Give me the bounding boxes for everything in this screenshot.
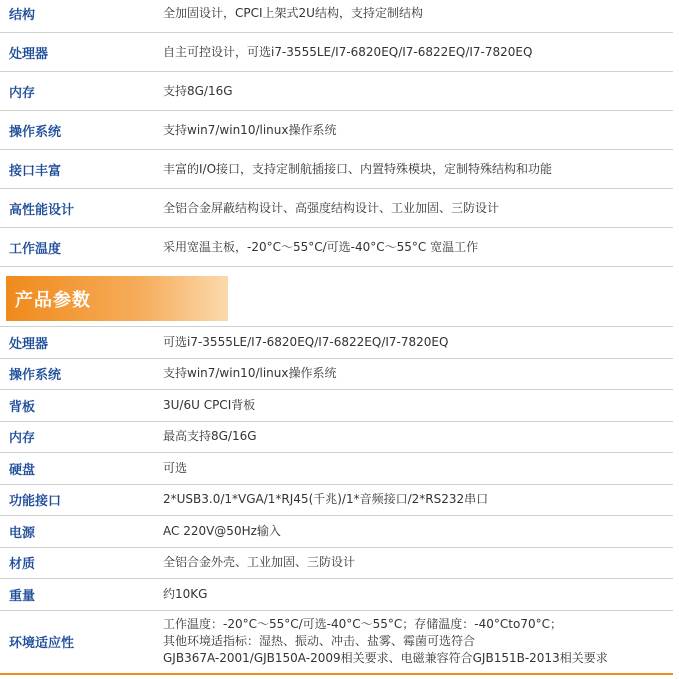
row-value: 采用宽温主板，-20°C～55°C/可选-40°C～55°C 宽温工作 bbox=[163, 239, 479, 254]
row-value: 支持8G/16G bbox=[163, 83, 233, 98]
row-label: 功能接口 bbox=[9, 494, 62, 510]
spec-row-material bbox=[0, 548, 673, 580]
row-label: 结构 bbox=[9, 7, 36, 23]
row-label: 处理器 bbox=[9, 336, 49, 352]
row-value: 丰富的I/O接口，支持定制航插接口、内置特殊模块，定制特殊结构和功能 bbox=[163, 161, 553, 176]
feature-table bbox=[0, 0, 673, 267]
env-line-1: 工作温度：-20°C～55°C/可选-40°C～55°C；存储温度：-40°Cto70°C； bbox=[163, 617, 562, 631]
row-label: 高性能设计 bbox=[9, 202, 75, 218]
row-label: 处理器 bbox=[9, 46, 49, 62]
spec-row-weight bbox=[0, 579, 673, 611]
row-value: 支持win7/win10/linux操作系统 bbox=[163, 366, 337, 381]
spec-row-memory bbox=[0, 422, 673, 454]
spec-row-power bbox=[0, 516, 673, 548]
feature-row-memory bbox=[0, 72, 673, 111]
row-value: 全铝合金外壳、工业加固、三防设计 bbox=[163, 555, 356, 570]
row-label: 重量 bbox=[9, 588, 36, 604]
section-header-product-params bbox=[6, 276, 228, 321]
spec-row-io bbox=[0, 485, 673, 517]
env-line-3: GJB367A-2001/GJB150A-2009相关要求、电磁兼容符合GJB151B-2013相关要求 bbox=[163, 651, 608, 665]
feature-row-processor bbox=[0, 33, 673, 72]
spec-row-backplane bbox=[0, 390, 673, 422]
env-line-2: 其他环境适指标：湿热、振动、冲击、盐雾、霉菌可选符合 bbox=[163, 634, 476, 648]
row-label: 操作系统 bbox=[9, 124, 62, 140]
feature-row-temperature bbox=[0, 228, 673, 267]
row-label: 材质 bbox=[9, 557, 36, 573]
feature-row-os bbox=[0, 111, 673, 150]
row-label: 背板 bbox=[9, 399, 36, 415]
row-label: 硬盘 bbox=[9, 462, 36, 478]
row-label: 电源 bbox=[9, 525, 36, 541]
row-label: 工作温度 bbox=[9, 241, 62, 257]
row-value: 可选i7-3555LE/I7-6820EQ/I7-6822EQ/I7-7820EQ bbox=[163, 334, 449, 349]
row-value: 全铝合金屏蔽结构设计、高强度结构设计、工业加固、三防设计 bbox=[163, 200, 500, 215]
row-label: 接口丰富 bbox=[9, 163, 62, 179]
row-value: AC 220V@50Hz输入 bbox=[163, 523, 281, 538]
row-value-multiline bbox=[160, 616, 673, 667]
feature-row-interfaces bbox=[0, 150, 673, 189]
spec-row-storage bbox=[0, 453, 673, 485]
spec-table bbox=[0, 326, 673, 675]
spec-row-processor bbox=[0, 327, 673, 359]
spec-row-environment bbox=[0, 611, 673, 675]
section-title: 产品参数 bbox=[15, 289, 91, 311]
row-label: 内存 bbox=[9, 85, 36, 101]
row-value: 自主可控设计，可选i7-3555LE/I7-6820EQ/I7-6822EQ/I7-7820EQ bbox=[163, 44, 533, 59]
row-value: 2*USB3.0/1*VGA/1*RJ45(千兆)/1*音频接口/2*RS232串口 bbox=[163, 492, 489, 507]
row-label: 操作系统 bbox=[9, 368, 62, 384]
feature-row-structure bbox=[0, 0, 673, 33]
row-label: 环境适应性 bbox=[9, 636, 75, 651]
spec-row-os bbox=[0, 359, 673, 391]
row-label: 内存 bbox=[9, 431, 36, 447]
row-value: 支持win7/win10/linux操作系统 bbox=[163, 122, 337, 137]
row-value: 可选 bbox=[163, 460, 188, 475]
row-value: 3U/6U CPCI背板 bbox=[163, 397, 256, 412]
feature-row-performance bbox=[0, 189, 673, 228]
row-value: 全加固设计，CPCI上架式2U结构，支持定制结构 bbox=[163, 5, 423, 20]
row-value: 最高支持8G/16G bbox=[163, 429, 257, 444]
row-value: 约10KG bbox=[163, 586, 208, 601]
